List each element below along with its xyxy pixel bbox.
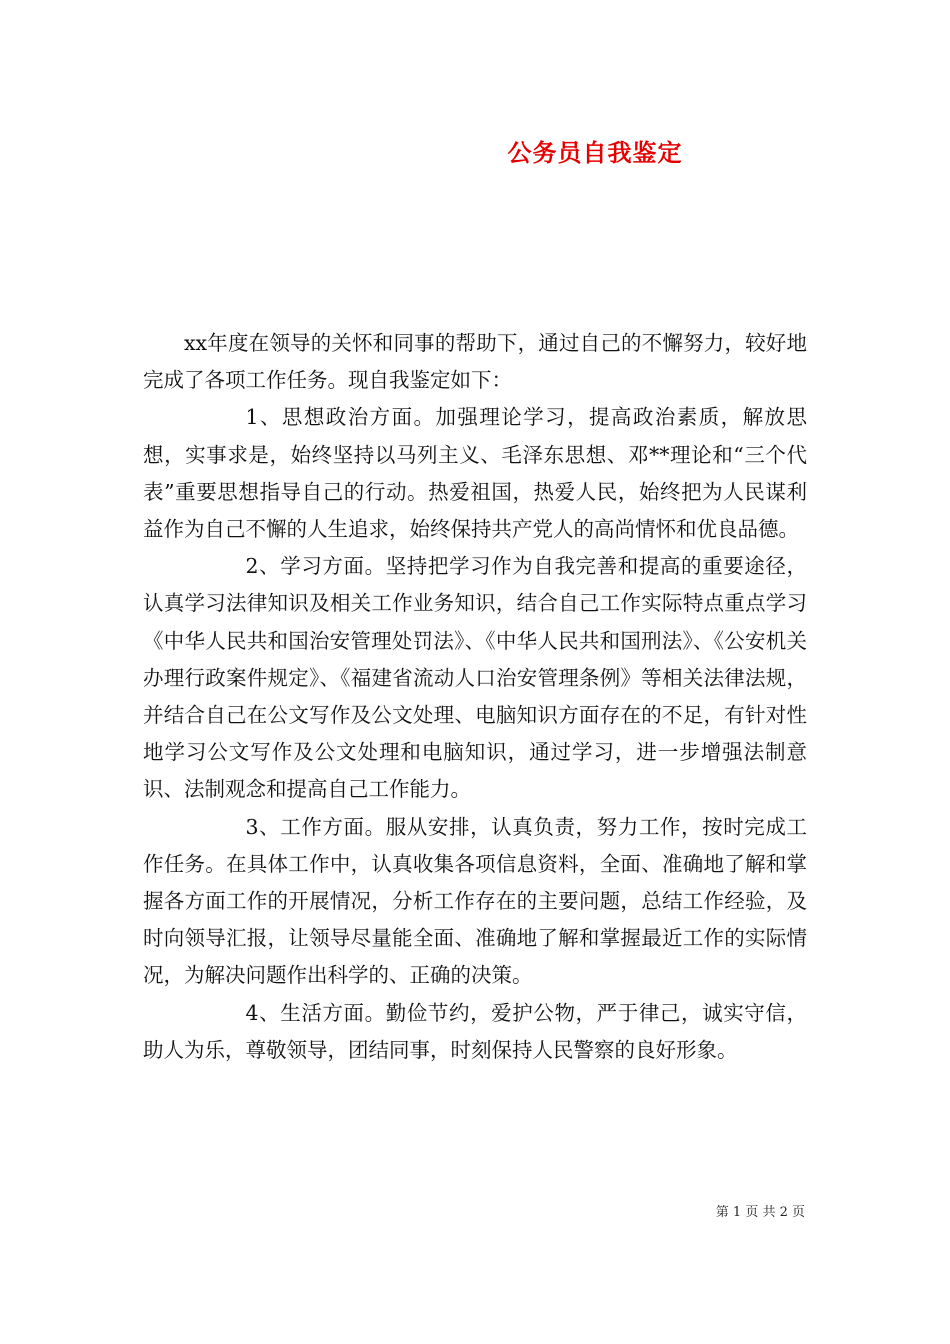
document-title: 公务员自我鉴定	[507, 139, 683, 167]
section-study: 2、学习方面。坚持把学习作为自我完善和提高的重要途径，认真学习法律知识及相关工作业务知识，结合自己工作实际特点重点学习《中华人民共和国治安管理处罚法》、《中华人民共和国刑法》、《公安机关办理行政案件规定》、《福建省流动人口治安管理条例》等相关法律法规，并结合自己在公文写作及公文处理、电脑知识方面存在的不足，有针对性地学习公文写作及公文处理和电脑知识，通过学习，进一步增强法制意识、法制观念和提高自己工作能力。	[143, 554, 807, 802]
intro-paragraph: xx年度在领导的关怀和同事的帮助下，通过自己的不懈努力，较好地完成了各项工作任务。现自我鉴定如下：	[143, 331, 807, 393]
section-political: 1、思想政治方面。加强理论学习，提高政治素质，解放思想，实事求是，始终坚持以马列主义、毛泽东思想、邓**理论和“三个代表”重要思想指导自己的行动。热爱祖国，热爱人民，始终把为人民谋利益作为自己不懈的人生追求，始终保持共产党人的高尚情怀和优良品德。	[143, 405, 807, 542]
section-life: 4、生活方面。勤俭节约，爱护公物，严于律己，诚实守信，助人为乐，尊敬领导，团结同事，时刻保持人民警察的良好形象。	[143, 1000, 807, 1062]
page-number: 第 1 页 共 2 页	[715, 1205, 805, 1220]
document-body	[143, 325, 807, 1069]
section-work: 3、工作方面。服从安排，认真负责，努力工作，按时完成工作任务。在具体工作中，认真收集各项信息资料，全面、准确地了解和掌握各方面工作的开展情况，分析工作存在的主要问题，总结工作经验，及时向领导汇报，让领导尽量能全面、准确地了解和掌握最近工作的实际情况，为解决问题作出科学的、正确的决策。	[143, 814, 807, 988]
